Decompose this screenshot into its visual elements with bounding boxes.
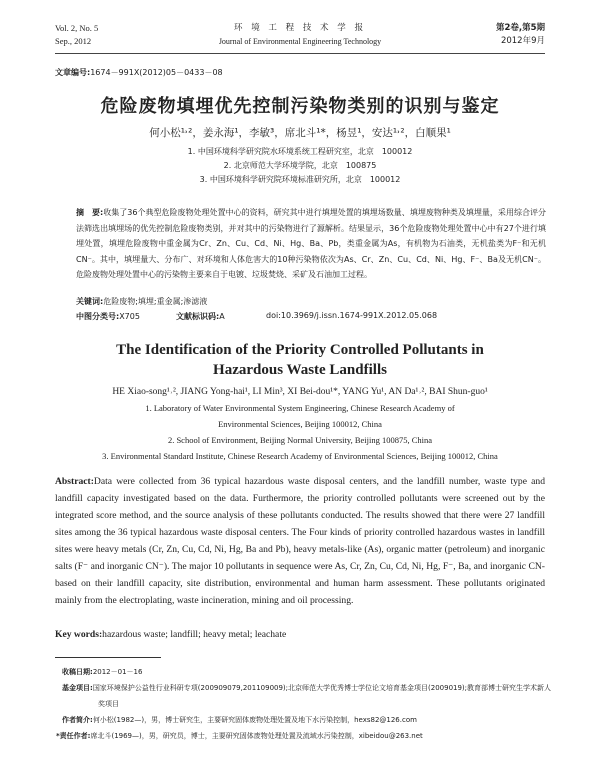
- date-en: Sep., 2012: [55, 36, 92, 46]
- footnote-rule: [55, 657, 161, 658]
- footnote-corresponding-author: [56, 728, 552, 744]
- abstract-cn: [76, 205, 546, 283]
- doi[interactable]: doi:10.3969/j.issn.1674-991X.2012.05.068: [266, 311, 438, 320]
- affiliation-cn: 2. 北京师范大学环境学院，北京 100875: [223, 161, 377, 170]
- footnote-funding: [62, 680, 552, 712]
- affiliation-cn: 1. 中国环境科学研究院水环境系统工程研究室，北京 100012: [187, 147, 413, 156]
- keywords-cn-text: 危险废物;填埋;重金属;渗滤液: [103, 297, 208, 306]
- affiliation-en: 1. Laboratory of Water Environmental System Engineering, Chinese Research Academy of: [145, 403, 455, 413]
- footnote-label: 作者简介:: [62, 716, 93, 724]
- keywords-cn: [76, 296, 207, 307]
- title-cn: 危险废物填埋优先控制污染物类别的识别与鉴定: [100, 96, 500, 117]
- abstract-cn-text: 收集了36个典型危险废物处理处置中心的资料，研究其中进行填埋处置的填埋场数量、填埋废物种类及填埋量，采用综合评分法筛选出填埋场的优先控制危险废物类别，并对其中的污染物进行了源解析。结果显示，36个危险废物处理处置中心中有27个进行填埋处置，填埋危险废物中重金属为Cr、Zn、Cu、Cd、Ni、Hg、Ba、Pb，类重金属为As，有机物为石油类，无机盐类为F⁻和无机CN⁻。其中，填埋量大、分布广、对环境和人体危害大的10种污染物依次为As、Cr、Zn、Cu、Cd、Ni、Hg、F⁻、Ba及无机CN⁻。危险废物处理处置中心的污染物主要来自于电镀、垃圾焚烧、采矿及石油加工过程。: [76, 208, 546, 279]
- date-cn: 2012年9月: [500, 36, 545, 46]
- footnote-label: 收稿日期:: [62, 668, 93, 676]
- affiliation-en: 3. Environmental Standard Institute, Chinese Research Academy of Environmental Sciences, Beijing 100012, China: [102, 451, 498, 461]
- footnote-label: 基金项目:: [62, 684, 93, 692]
- footnote-author-bio: [62, 712, 552, 728]
- doc-code: A: [219, 312, 225, 321]
- title-en: The Identification of the Priority Controlled Pollutants in Hazardous Waste Landfills: [116, 342, 484, 378]
- footnote-received: [62, 664, 552, 680]
- keywords-en-label: Key words:: [55, 629, 103, 640]
- volume-en: Vol. 2, No. 5: [55, 23, 99, 33]
- footnotes: [56, 664, 552, 744]
- keywords-en: [55, 626, 545, 643]
- footnote-text: 何小松(1982—)，男，博士研究生，主要研究固体废物处理处置及地下水污染控制，hexs82@126.com: [92, 716, 417, 724]
- abstract-en-label: Abstract:: [55, 476, 94, 487]
- doc-code-label: 文献标识码:: [176, 312, 220, 321]
- footnote-text: 席北斗(1969—)，男，研究员，博士，主要研究固体废物处理处置及流域水污染控制，xibeidou@263.net: [90, 732, 423, 740]
- authors-cn: 何小松¹˒²，姜永海¹，李敏³，席北斗¹*，杨昱¹，安达¹˒²，白顺果¹: [149, 127, 451, 139]
- classification-line: [76, 311, 546, 322]
- header-right: [496, 22, 545, 48]
- article-number-value: 1674－991X(2012)05－0433－08: [90, 68, 223, 77]
- affiliation-en: 2. School of Environment, Beijing Normal University, Beijing 100875, China: [167, 435, 433, 445]
- footnote-text: 2012－01－16: [92, 668, 143, 676]
- keywords-cn-label: 关键词:: [76, 297, 104, 306]
- header-rule: [55, 53, 545, 54]
- keywords-en-text: hazardous waste; landfill; heavy metal; leachate: [102, 629, 287, 640]
- affiliations-en: [0, 400, 600, 464]
- footnote-text: 国家环境保护公益性行业科研专项(200909079,201109009);北京师范大学优秀博士学位论文培育基金项目(2009019);教育部博士研究生学术新人奖项目: [92, 684, 552, 708]
- affiliation-en: Environmental Sciences, Beijing 100012, China: [218, 419, 382, 429]
- abstract-en-text: Data were collected from 36 typical hazardous waste disposal centers, and the landfill number, waste type and landfill capacity investigated based on the data. Furthermore, the priority controlled pollutants were screened out by the integrated score method, and the source analysis of these pollutants conducted. The results showed that there were 27 landfill sites among the 36 typical hazardous waste disposal centers. The Four kinds of priority controlled hazardous wastes in landfill sites were heavy metals (Cr, Zn, Cu, Cd, Ni, Hg, Ba and Pb), heavy metals-like (As), organic matter (petroleum) and inorganic salts (F⁻ and inorganic CN⁻). The major 10 pollutants in sequence were As, Cr, Zn, Cu, Cd, Ni, Hg, F⁻, Ba, and inorganic CN-based on their landfill capacity, site distribution, environmental and human harm assessment. These pollutants originated mainly from the electroplating, waste incineration, mining and oil processing.: [55, 476, 545, 606]
- class-label: 中图分类号:: [76, 312, 120, 321]
- article-number: [55, 67, 223, 78]
- affiliation-cn: 3. 中国环境科学研究院环境标准研究所，北京 100012: [199, 175, 401, 184]
- journal-name-en: Journal of Environmental Engineering Technology: [218, 37, 382, 46]
- abstract-cn-label: 摘 要:: [76, 208, 104, 217]
- article-number-label: 文章编号:: [55, 68, 91, 77]
- affiliations-cn: [0, 145, 600, 187]
- footnote-label: *责任作者:: [56, 732, 91, 740]
- class-number: X705: [119, 312, 140, 321]
- journal-name-cn: 环 境 工 程 技 术 学 报: [234, 23, 366, 33]
- authors-en: HE Xiao-song¹˒², JIANG Yong-hai¹, LI Min³, XI Bei-dou¹*, YANG Yu¹, AN Da¹˒², BAI Shun-guo¹: [112, 387, 488, 397]
- volume-cn: 第2卷,第5期: [495, 23, 545, 33]
- abstract-en: [55, 473, 545, 609]
